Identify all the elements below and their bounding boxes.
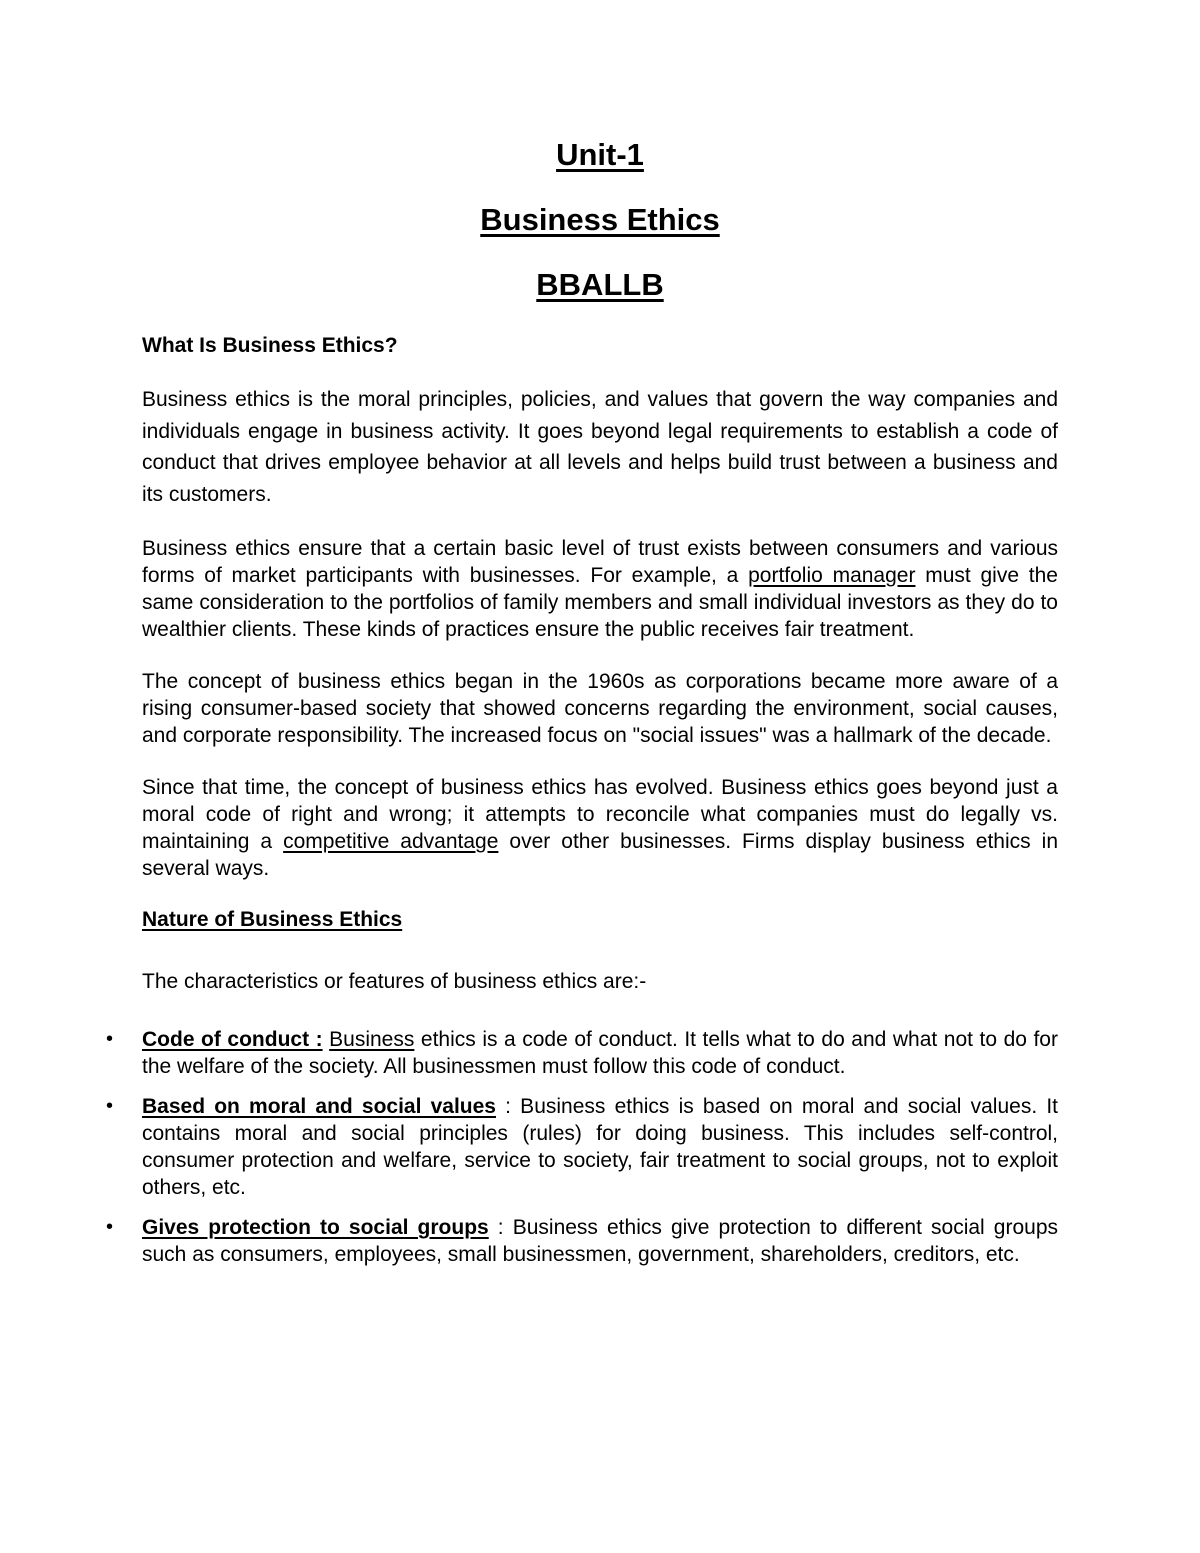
paragraph-history: The concept of business ethics began in the 1960s as corporations became more aware of a rising consumer-based society that showed concerns regarding the environment, social causes, and corporate responsibility. The increased focus on "social issues" was a hallmark of the decade. — [142, 670, 1058, 747]
feature-text: : Business ethics is based on moral and social values. It contains moral and social principles (rules) for doing business. This includes self-control, consumer protection and welfare, service to society, fair treatment to social groups, not to exploit others, etc. — [142, 1095, 1058, 1199]
paragraph-trust-text-1: Business ethics ensure that a certain basic level of trust exists between consumers and various forms of market participants with businesses. For example, a — [142, 537, 1058, 587]
portfolio-manager-link[interactable]: portfolio manager — [748, 564, 916, 587]
features-list — [106, 1026, 1058, 1268]
bullet-icon: • — [106, 1028, 114, 1050]
bullet-icon: • — [106, 1095, 114, 1117]
feature-text: : Business ethics give protection to different social groups such as consumers, employees, small businessmen, government, shareholders, creditors, etc. — [142, 1216, 1058, 1266]
paragraph-trust-text-2: must give the same consideration to the portfolios of family members and small individual investors as they do to wealthier clients. These kinds of practices ensure the public receives fair treatment. — [142, 564, 1058, 641]
list-item — [106, 1026, 1058, 1080]
paragraph-evolution-text-1: Since that time, the concept of business ethics has evolved. Business ethics goes beyond just a moral code of right and wrong; it attempts to reconcile what companies must do legally vs. maintaining a — [142, 776, 1058, 853]
features-intro: The characteristics or features of business ethics are:- — [142, 970, 647, 993]
business-link[interactable]: Business — [329, 1028, 415, 1051]
subject-title: Business Ethics — [480, 202, 720, 237]
what-is-heading: What Is Business Ethics? — [142, 334, 398, 357]
document-page — [106, 136, 1058, 1281]
feature-text: ethics is a code of conduct. It tells what to do and what not to do for the welfare of the society. All businessmen must follow this code of conduct. — [142, 1028, 1058, 1078]
competitive-advantage-link[interactable]: competitive advantage — [283, 830, 499, 853]
feature-term: Code of conduct : — [142, 1028, 323, 1051]
paragraph-evolution-text-2: over other businesses. Firms display business ethics in several ways. — [142, 830, 1058, 880]
list-item — [106, 1093, 1058, 1201]
list-item — [106, 1214, 1058, 1268]
unit-title: Unit-1 — [556, 137, 644, 172]
bullet-icon: • — [106, 1216, 114, 1238]
paragraph-trust — [142, 535, 1058, 643]
paragraph-evolution — [142, 774, 1058, 882]
nature-heading: Nature of Business Ethics — [142, 908, 403, 931]
feature-term: Gives protection to social groups — [142, 1216, 489, 1239]
feature-term: Based on moral and social values — [142, 1095, 496, 1118]
course-title: BBALLB — [536, 267, 664, 302]
paragraph-definition: Business ethics is the moral principles, policies, and values that govern the way companies and individuals engage in business activity. It goes beyond legal requirements to establish a code of conduct that drives employee behavior at all levels and helps build trust between a business and its customers. — [142, 388, 1058, 506]
